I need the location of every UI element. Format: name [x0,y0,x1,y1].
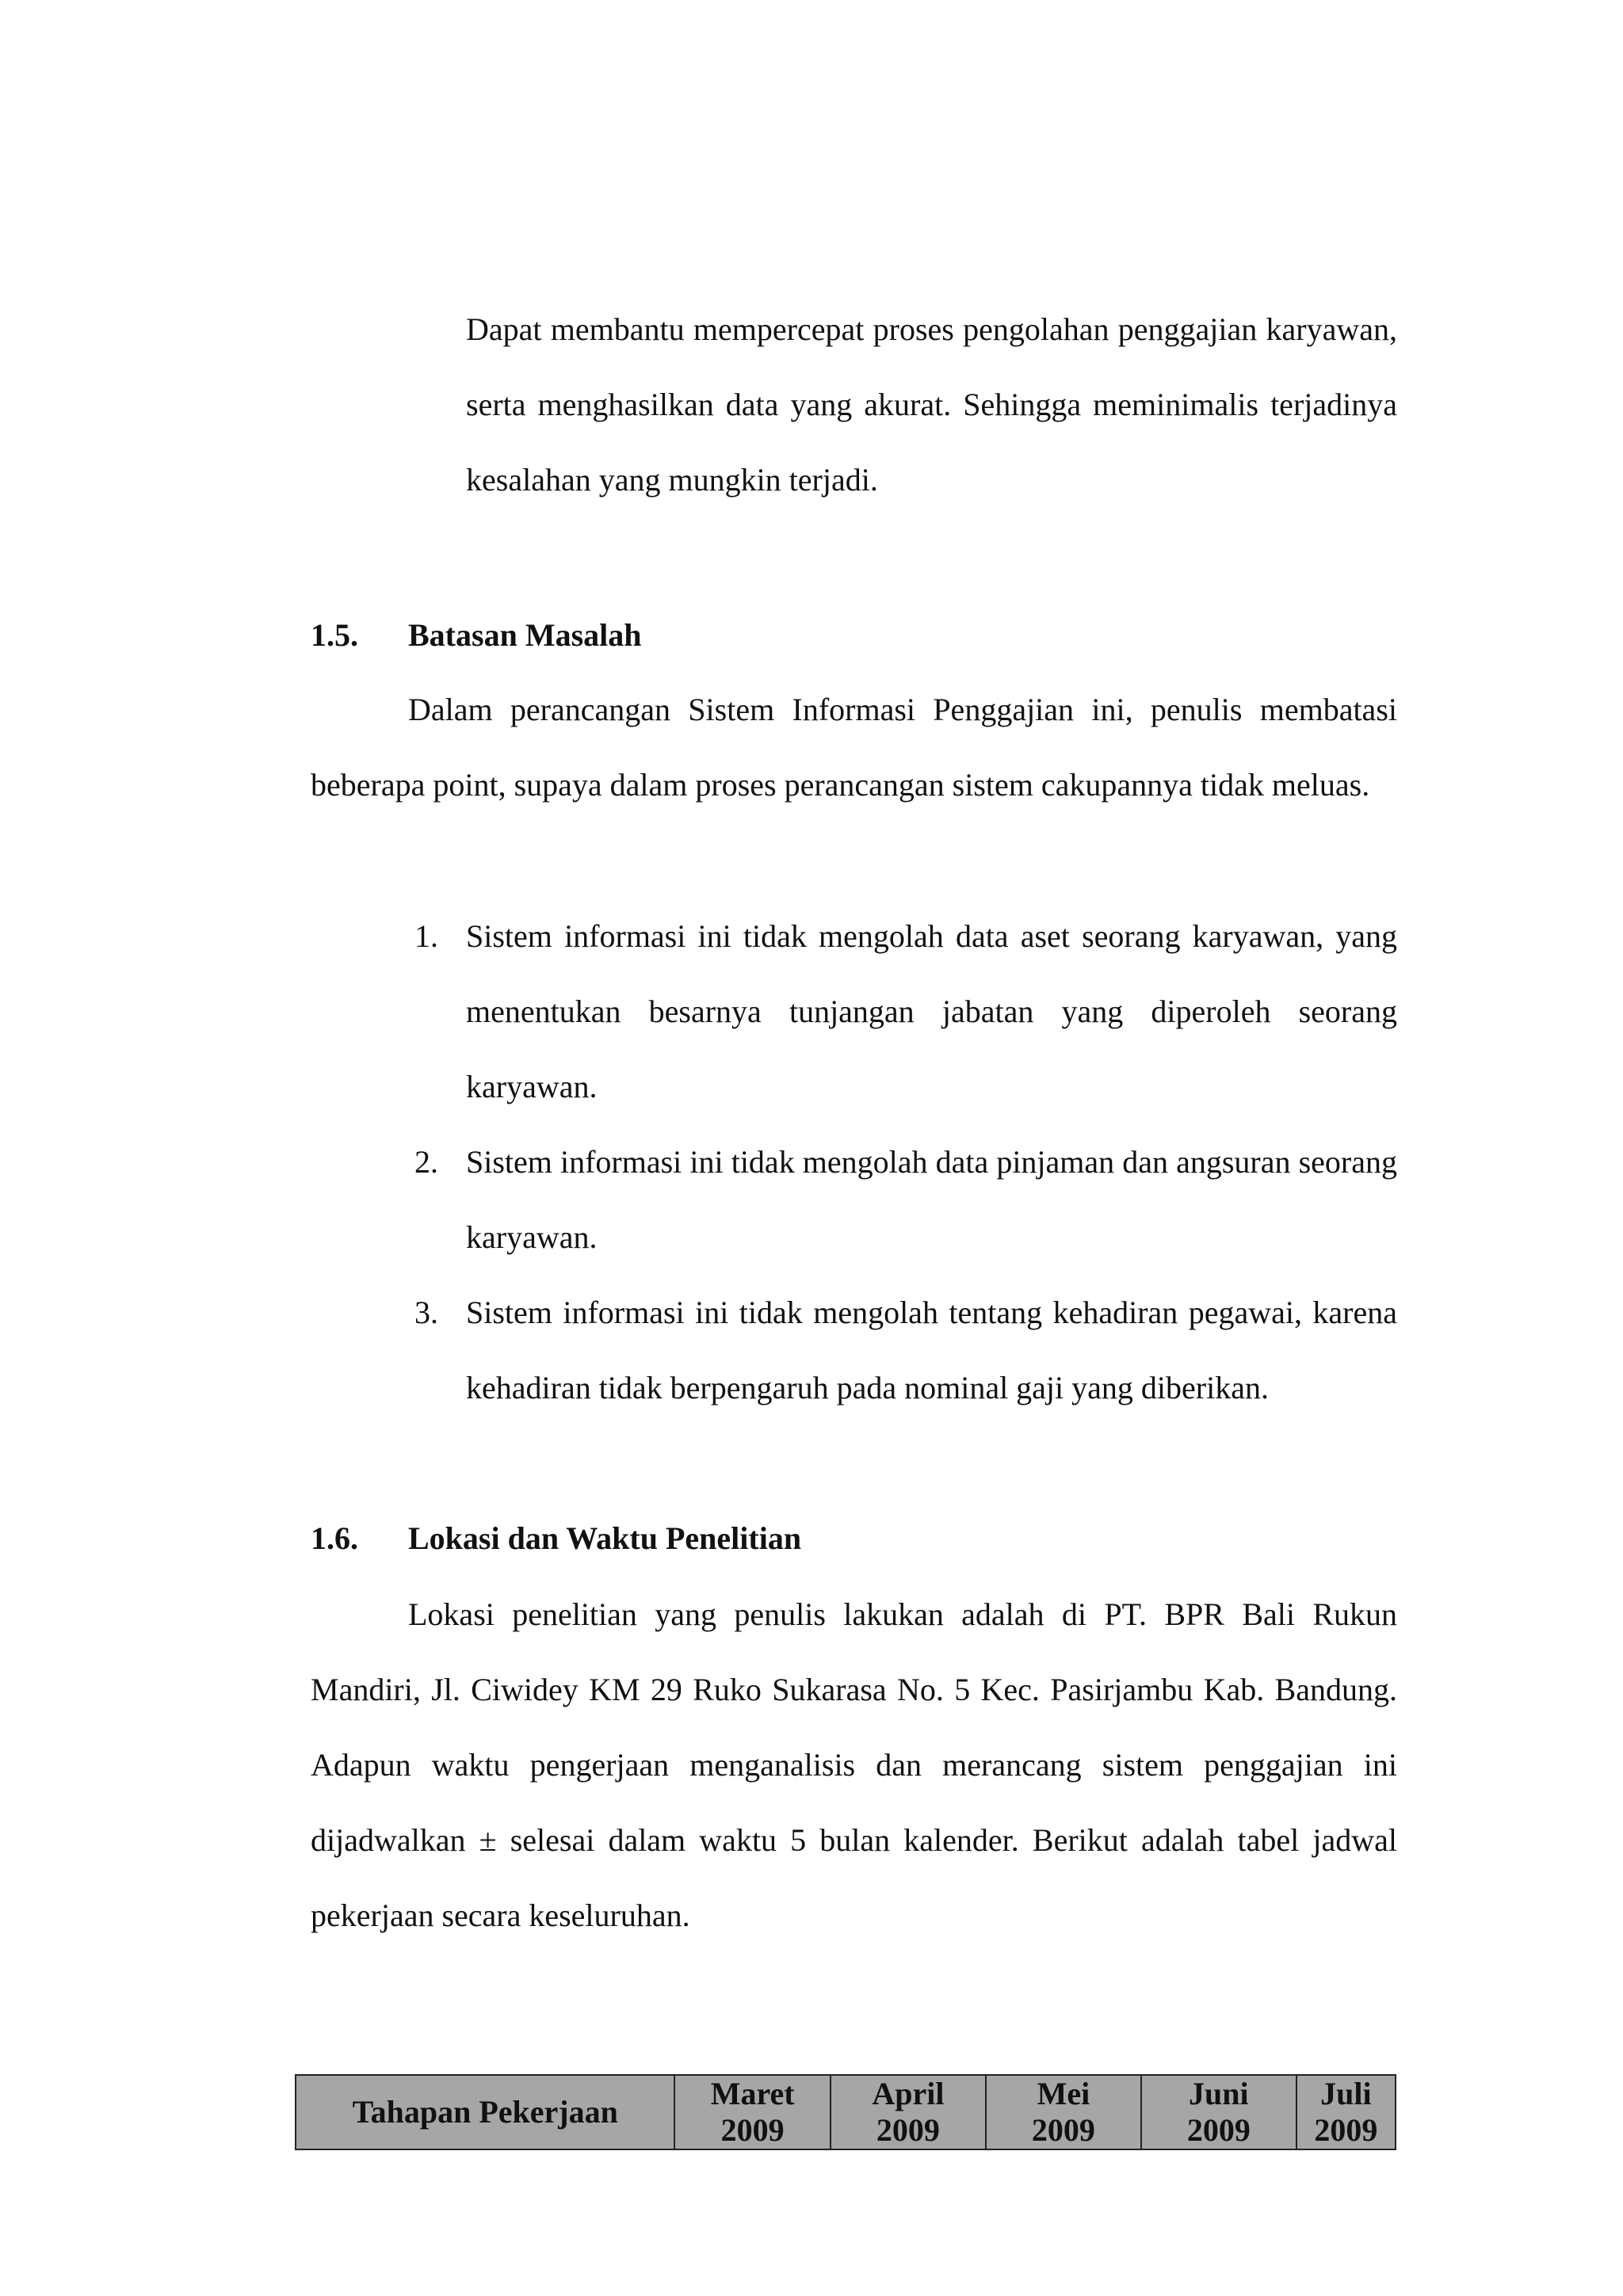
list-item [414,1275,1397,1425]
header-cell-juni [1141,2075,1296,2149]
header-cell-tahapan [296,2075,674,2149]
list-item-text: Sistem informasi ini tidak mengolah data pinjaman dan angsuran seorang karyawan. [466,1144,1397,1255]
header-label: Tahapan Pekerjaan [352,2094,618,2130]
header-year: 2009 [720,2112,785,2148]
header-year: 2009 [1314,2112,1378,2148]
header-year: 2009 [1186,2112,1251,2148]
header-year: 2009 [876,2112,940,2148]
intro-paragraph: Dapat membantu mempercepat proses pengolahan penggajian karyawan, serta menghasilkan data yang akurat. Sehingga meminimalis terjadinya kesalahan yang mungkin terjadi. [466,311,1397,498]
limitations-list [414,898,1397,1425]
schedule-table [295,2074,1396,2150]
section-number: 1.5. [311,617,358,653]
section-number: 1.6. [311,1520,358,1556]
list-marker: 3. [414,1295,438,1330]
list-marker: 2. [414,1144,438,1180]
list-item-text: Sistem informasi ini tidak mengolah tentang kehadiran pegawai, karena kehadiran tidak berpengaruh pada nominal gaji yang diberikan. [466,1295,1397,1405]
header-cell-juli [1296,2075,1396,2149]
list-marker: 1. [414,918,438,954]
header-cell-maret [674,2075,830,2149]
list-item-text: Sistem informasi ini tidak mengolah data aset seorang karyawan, yang menentukan besarnya tunjangan jabatan yang diperoleh seorang karyawan. [466,918,1397,1104]
header-cell-april [831,2075,986,2149]
table-header-row [296,2075,1396,2149]
header-month: Maret [710,2076,795,2111]
header-month: Juli [1320,2076,1372,2111]
header-month: Juni [1189,2076,1249,2111]
header-year: 2009 [1031,2112,1095,2148]
section-heading-1-6 [311,1515,801,1562]
list-item [414,1124,1397,1275]
section-title: Lokasi dan Waktu Penelitian [408,1520,802,1556]
list-item [414,898,1397,1124]
section-heading-1-5 [311,612,642,659]
header-month: Mei [1037,2076,1090,2111]
header-cell-mei [986,2075,1141,2149]
section-1-5-paragraph: Dalam perancangan Sistem Informasi Penggajian ini, penulis membatasi beberapa point, supaya dalam proses perancangan sistem cakupannya tidak meluas. [311,692,1397,803]
section-title: Batasan Masalah [408,617,642,653]
section-1-6-paragraph: Lokasi penelitian yang penulis lakukan adalah di PT. BPR Bali Rukun Mandiri, Jl. Ciwidey KM 29 Ruko Sukarasa No. 5 Kec. Pasirjambu Kab. Bandung. Adapun waktu pengerjaan menganalisis dan merancang sistem penggajian ini dijadwalkan ± selesai dalam waktu 5 bulan kalender. Berikut adalah tabel jadwal pekerjaan secara keseluruhan. [311,1596,1397,1933]
header-month: April [872,2076,945,2111]
